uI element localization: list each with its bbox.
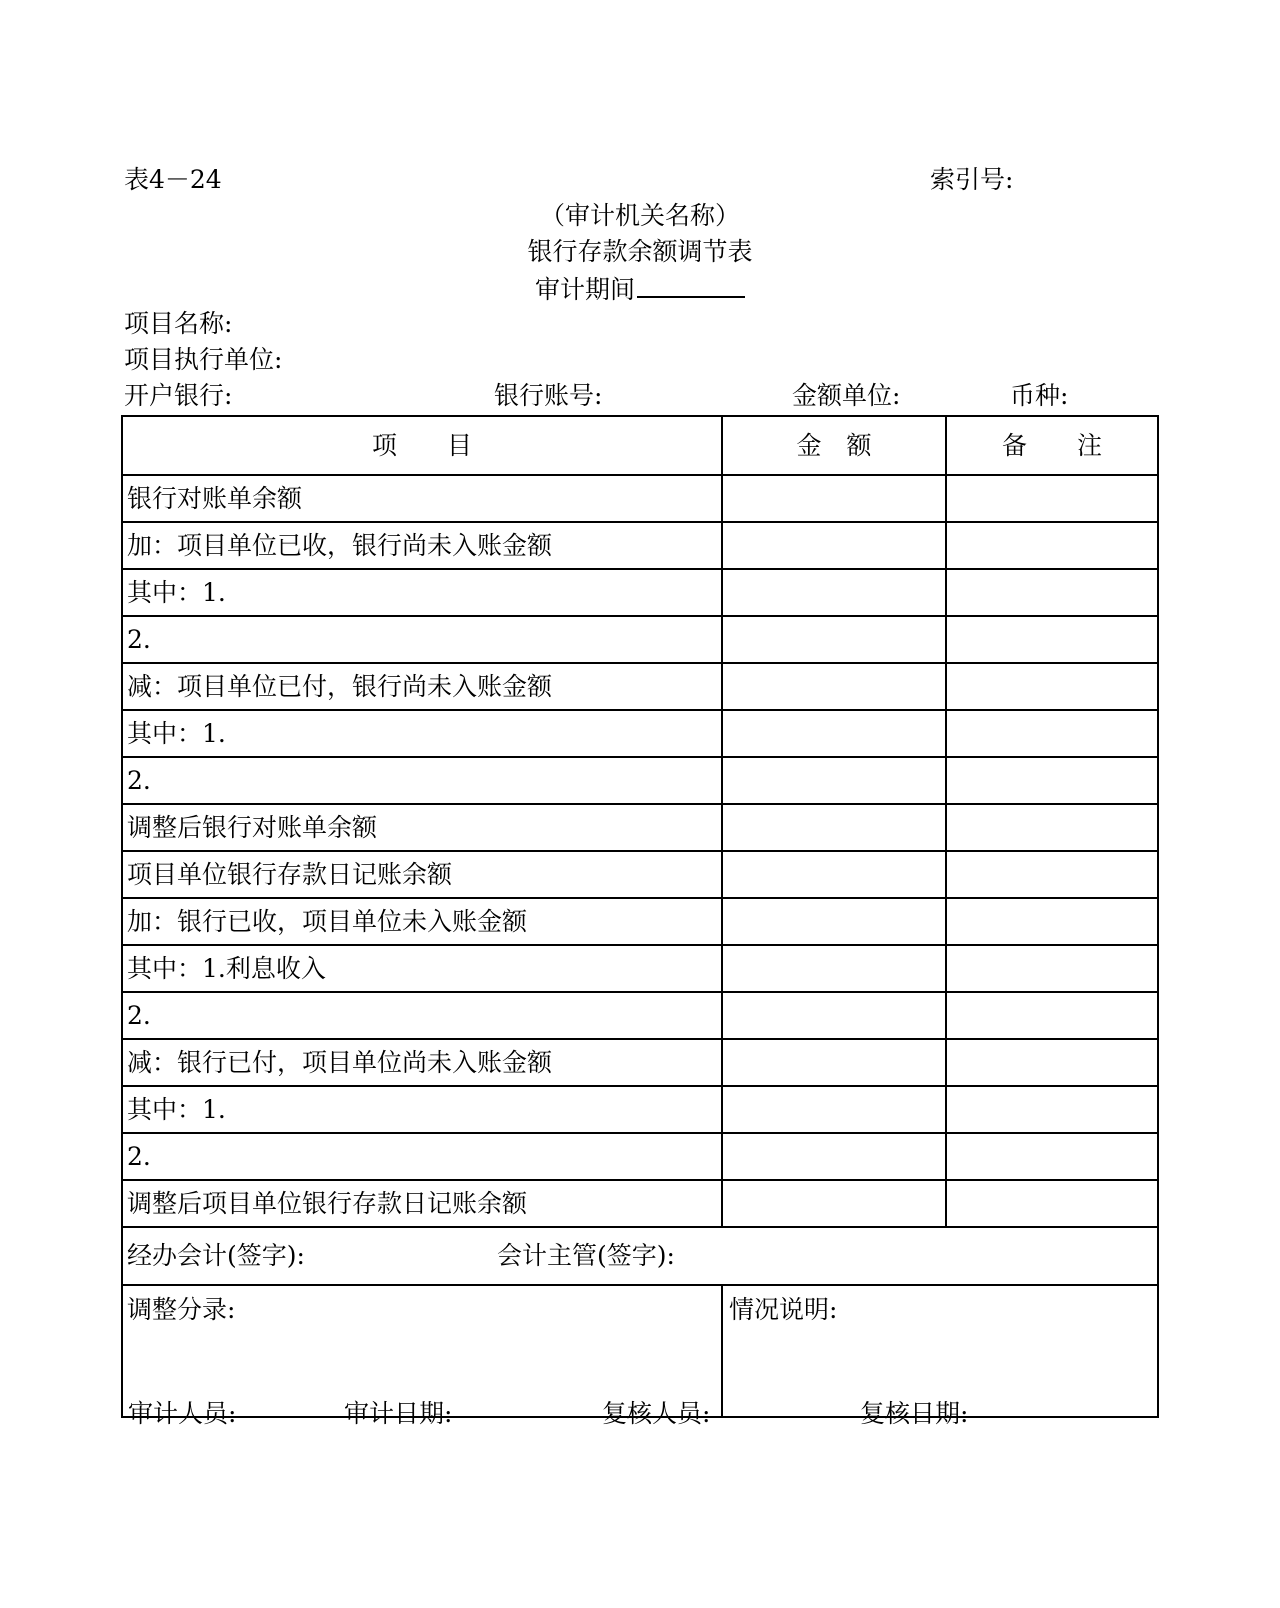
remarks-cell[interactable] [947,617,1157,662]
accountant-signature-label: 经办会计(签字): [127,1241,305,1270]
amount-cell[interactable] [723,1087,947,1132]
audit-period [0,272,1280,306]
remarks-cell[interactable] [947,1087,1157,1132]
amount-cell[interactable] [723,899,947,944]
audit-period-blank[interactable] [637,272,745,298]
table-row [123,805,1157,852]
table-row [123,617,1157,664]
amount-cell[interactable] [723,993,947,1038]
account-label: 银行账号: [494,381,603,410]
remarks-cell[interactable] [947,758,1157,803]
amount-cell[interactable] [723,1181,947,1226]
amount-cell[interactable] [723,664,947,709]
table-row [123,993,1157,1040]
remarks-cell[interactable] [947,1134,1157,1179]
row-label: 减：银行已付，项目单位尚未入账金额 [123,1040,723,1085]
page-title: 银行存款余额调节表 [527,237,753,266]
amount-cell[interactable] [723,805,947,850]
amount-cell[interactable] [723,1134,947,1179]
amount-cell[interactable] [723,852,947,897]
col-header-remarks: 备 注 [1001,430,1102,460]
table-row [123,1181,1157,1228]
remarks-cell[interactable] [947,664,1157,709]
amount-cell[interactable] [723,523,947,568]
audit-date-label: 审计日期: [344,1399,453,1428]
agency-name: （审计机关名称） [539,201,740,230]
table-row [123,570,1157,617]
reviewer-label: 复核人员: [602,1399,711,1428]
row-label: 调整后银行对账单余额 [123,805,723,850]
remarks-cell[interactable] [947,476,1157,521]
supervisor-signature-label: 会计主管(签字): [497,1241,675,1270]
adjust-entries-cell[interactable] [123,1286,723,1416]
table-row [123,899,1157,946]
row-label: 其中：1. [123,711,723,756]
row-label: 2. [123,758,723,803]
remarks-cell[interactable] [947,570,1157,615]
row-label: 2. [123,993,723,1038]
table-row [123,852,1157,899]
notes-row [123,1286,1157,1416]
row-label: 银行对账单余额 [123,476,723,521]
remarks-cell[interactable] [947,899,1157,944]
row-label: 2. [123,617,723,662]
amount-cell[interactable] [723,570,947,615]
table-header-row [123,417,1157,476]
remarks-cell[interactable] [947,946,1157,991]
situation-cell[interactable] [723,1286,1157,1416]
table-row [123,1134,1157,1181]
remarks-cell[interactable] [947,1040,1157,1085]
row-label: 加：项目单位已收，银行尚未入账金额 [123,523,723,568]
row-label: 其中：1.利息收入 [123,946,723,991]
audit-period-label: 审计期间 [534,275,635,304]
table-row [123,946,1157,993]
remarks-cell[interactable] [947,523,1157,568]
amount-unit-label: 金额单位: [792,381,901,410]
adjust-entries-label: 调整分录: [127,1295,236,1324]
remarks-cell[interactable] [947,1181,1157,1226]
table-row [123,1087,1157,1134]
currency-label: 币种: [1010,381,1069,410]
col-header-amount: 金 额 [723,417,947,474]
row-label: 其中：1. [123,570,723,615]
table-row [123,523,1157,570]
amount-cell[interactable] [723,617,947,662]
amount-cell[interactable] [723,476,947,521]
amount-cell[interactable] [723,1040,947,1085]
remarks-cell[interactable] [947,805,1157,850]
review-date-label: 复核日期: [860,1399,969,1428]
signature-row [123,1228,1157,1286]
index-number-label: 索引号: [930,165,1014,194]
project-name-label: 项目名称: [124,309,233,338]
table-row [123,758,1157,805]
col-header-item: 项 目 [123,417,723,474]
auditor-label: 审计人员: [128,1399,237,1428]
remarks-cell[interactable] [947,711,1157,756]
table-row [123,1040,1157,1087]
amount-cell[interactable] [723,758,947,803]
row-label: 其中：1. [123,1087,723,1132]
bank-label: 开户银行: [124,381,233,410]
row-label: 加：银行已收，项目单位未入账金额 [123,899,723,944]
table-row [123,711,1157,758]
exec-unit-label: 项目执行单位: [124,345,283,374]
form-number: 表4－24 [124,165,222,194]
table-row [123,476,1157,523]
remarks-cell[interactable] [947,993,1157,1038]
row-label: 减：项目单位已付，银行尚未入账金额 [123,664,723,709]
amount-cell[interactable] [723,711,947,756]
table-row [123,664,1157,711]
amount-cell[interactable] [723,946,947,991]
row-label: 调整后项目单位银行存款日记账余额 [123,1181,723,1226]
situation-label: 情况说明: [729,1295,838,1324]
reconciliation-table [121,415,1159,1418]
row-label: 2. [123,1134,723,1179]
remarks-cell[interactable] [947,852,1157,897]
row-label: 项目单位银行存款日记账余额 [123,852,723,897]
signature-cell[interactable] [123,1228,1157,1284]
